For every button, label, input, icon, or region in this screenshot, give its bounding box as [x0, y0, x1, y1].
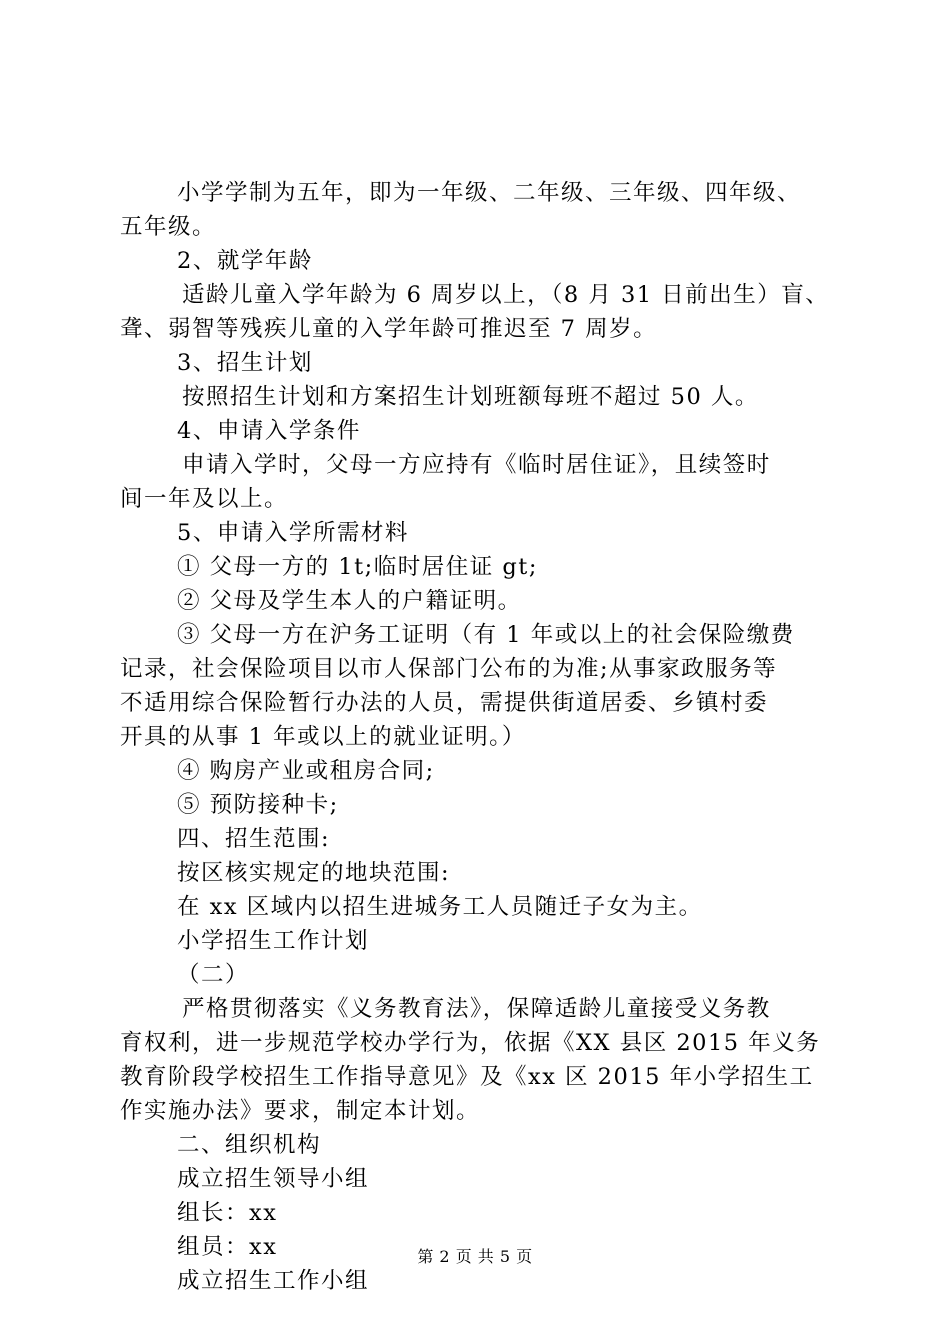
page-number-footer: 第 2 页 共 5 页	[417, 1247, 533, 1266]
paragraph-line: 按照招生计划和方案招生计划班额每班不超过 50 人。	[182, 384, 759, 410]
section-heading: （二）	[177, 962, 250, 988]
paragraph-line: 组员：xx	[177, 1234, 278, 1260]
list-item: ① 父母一方的 1t;临时居住证 gt;	[177, 554, 538, 580]
section-heading: 4、申请入学条件	[177, 418, 361, 444]
paragraph-line: 小学学制为五年，即为一年级、二年级、三年级、四年级、	[177, 180, 802, 206]
paragraph-line: 记录，社会保险项目以市人保部门公布的为准;从事家政服务等	[120, 656, 778, 682]
paragraph-line: 申请入学时，父母一方应持有《临时居住证》，且续签时	[182, 452, 771, 478]
paragraph-line: 严格贯彻落实《义务教育法》，保障适龄儿童接受义务教	[182, 996, 771, 1022]
list-item: ③ 父母一方在沪务工证明（有 1 年或以上的社会保险缴费	[177, 622, 795, 648]
section-heading: 5、申请入学所需材料	[177, 520, 409, 546]
paragraph-line: 按区核实规定的地块范围:	[177, 860, 451, 886]
list-item: ② 父母及学生本人的户籍证明。	[177, 588, 522, 614]
paragraph-line: 在 xx 区域内以招生进城务工人员随迁子女为主。	[177, 894, 703, 920]
paragraph-line: 作实施办法》要求，制定本计划。	[120, 1098, 481, 1124]
document-body	[120, 176, 855, 1298]
paragraph-line: 聋、弱智等残疾儿童的入学年龄可推迟至 7 周岁。	[120, 316, 658, 342]
paragraph-line: 成立招生工作小组	[177, 1268, 370, 1294]
section-heading: 小学招生工作计划	[177, 928, 370, 954]
section-heading: 四、招生范围:	[177, 826, 331, 852]
section-heading: 二、组织机构	[177, 1132, 322, 1158]
paragraph-line: 不适用综合保险暂行办法的人员，需提供街道居委、乡镇村委	[120, 690, 769, 716]
list-item: ⑤ 预防接种卡;	[177, 792, 339, 818]
list-item: ④ 购房产业或租房合同;	[177, 758, 435, 784]
paragraph-line: 教育阶段学校招生工作指导意见》及《xx 区 2015 年小学招生工	[120, 1064, 814, 1090]
paragraph-line: 开具的从事 1 年或以上的就业证明。）	[120, 724, 526, 750]
section-heading: 3、招生计划	[177, 350, 313, 376]
paragraph-line: 间一年及以上。	[120, 486, 289, 512]
section-heading: 2、就学年龄	[177, 248, 313, 274]
paragraph-line: 成立招生领导小组	[177, 1166, 370, 1192]
paragraph-line: 组长：xx	[177, 1200, 278, 1226]
paragraph-line: 五年级。	[120, 214, 217, 240]
paragraph-line: 育权利，进一步规范学校办学行为，依据《XX 县区 2015 年义务	[120, 1030, 821, 1056]
paragraph-line: 适龄儿童入学年龄为 6 周岁以上，（8 月 31 日前出生）盲、	[182, 282, 830, 308]
